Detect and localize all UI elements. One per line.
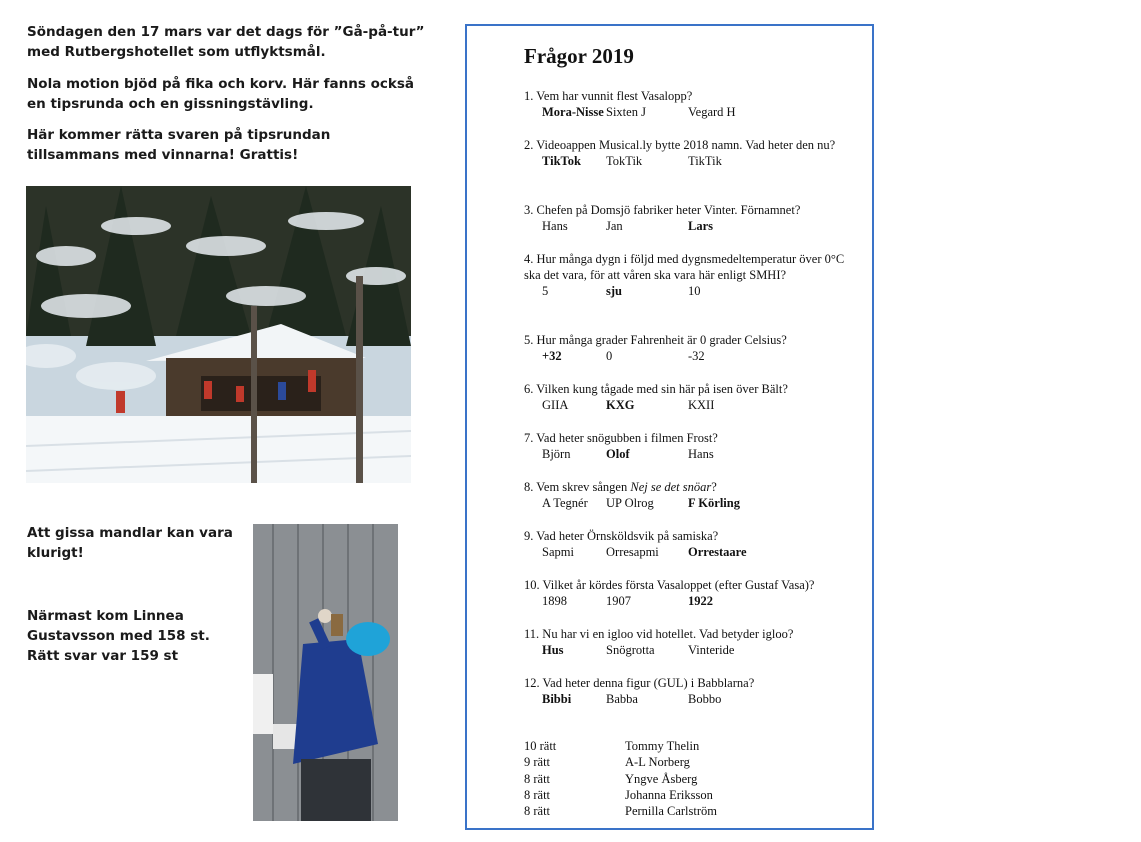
- answer-options: [524, 495, 860, 512]
- winner-score: 10 rätt: [524, 739, 557, 753]
- question-text: 6. Vilken kung tågade med sin här på isen över Bält?: [524, 382, 788, 396]
- answer-option: Bobbo: [688, 692, 722, 706]
- answer-options: [524, 283, 860, 300]
- answer-options: [524, 397, 860, 414]
- answer-option: 0: [606, 349, 613, 363]
- answer-option: KXII: [688, 398, 715, 412]
- question-3: [524, 202, 860, 235]
- answer-option: Vegard H: [688, 105, 736, 119]
- answer-option: 1922: [688, 594, 713, 608]
- winner-name: Tommy Thelin: [625, 739, 700, 753]
- answer-options: [524, 104, 860, 121]
- answer-option: Hus: [542, 643, 564, 657]
- question-text: 2. Videoappen Musical.ly bytte 2018 namn. Vad heter den nu?: [524, 138, 836, 152]
- question-text: 9. Vad heter Örnsköldsvik på samiska?: [524, 529, 719, 543]
- question-11: [524, 626, 860, 659]
- song-title: Nej se det snöar: [630, 480, 712, 494]
- question-text: 4. Hur många dygn i följd med dygnsmedeltemperatur över 0°C ska det vara, för att våren ska vara här enligt SMHI?: [524, 252, 845, 282]
- winner-name: Johanna Eriksson: [625, 787, 713, 802]
- quiz-page: [465, 24, 874, 830]
- winner-name: Yngve Åsberg: [625, 771, 698, 786]
- answer-option: TikTik: [688, 154, 722, 168]
- answer-option: Sapmi: [542, 545, 574, 559]
- question-5: [524, 332, 860, 365]
- answer-options: [524, 593, 860, 610]
- answer-option: Babba: [606, 692, 638, 706]
- answer-option: Orrestaare: [688, 545, 747, 559]
- answer-option: Hans: [542, 219, 568, 233]
- almond-caption: Att gissa mandlar kan vara klurigt!: [27, 525, 233, 561]
- answer-option: Mora-Nisse: [542, 105, 604, 119]
- answer-option: 5: [542, 284, 549, 298]
- answer-option: Olof: [606, 447, 630, 461]
- winner-score: 8 rätt: [524, 787, 551, 802]
- answer-option: Orresapmi: [606, 545, 659, 559]
- question-text: 12. Vad heter denna figur (GUL) i Babblarna?: [524, 676, 755, 690]
- answer-option: 1907: [606, 594, 631, 608]
- question-text: 7. Vad heter snögubben i filmen Frost?: [524, 431, 718, 445]
- winner-name: A-L Norberg: [625, 755, 690, 770]
- answer-options: [524, 218, 860, 235]
- winner-score: 8 rätt: [524, 771, 551, 786]
- answer-option: +32: [542, 349, 562, 363]
- question-text: 11. Nu har vi en igloo vid hotellet. Vad betyder igloo?: [524, 627, 794, 641]
- question-1: [524, 88, 860, 121]
- intro-paragraph-1: Söndagen den 17 mars var det dags för ”Gå-på-tur” med Rutbergshotellet som utflyktsmål.: [27, 24, 425, 60]
- winner-row: [524, 803, 717, 819]
- question-6: [524, 381, 860, 414]
- question-text: 5. Hur många grader Fahrenheit är 0 grader Celsius?: [524, 333, 787, 347]
- question-text: 10. Vilket år kördes första Vasaloppet (efter Gustaf Vasa)?: [524, 578, 815, 592]
- answer-option: Snögrotta: [606, 643, 655, 657]
- answer-option: Vinteride: [688, 643, 735, 657]
- answer-option: F Körling: [688, 496, 740, 510]
- question-8: [524, 479, 860, 512]
- answer-option: TokTik: [606, 154, 643, 168]
- winner-row: [524, 787, 717, 803]
- answer-option: TikTok: [542, 154, 581, 168]
- intro-paragraph-3: Här kommer rätta svaren på tipsrundan tillsammans med vinnarna! Grattis!: [27, 127, 331, 163]
- question-9: [524, 528, 860, 561]
- winner-score: 8 rätt: [524, 804, 551, 819]
- question-2: [524, 137, 860, 170]
- answer-option: 1898: [542, 594, 567, 608]
- answer-option: Bibbi: [542, 692, 572, 706]
- winner-row: [524, 771, 717, 787]
- answer-option: Lars: [688, 219, 713, 233]
- question-4: [524, 251, 860, 300]
- answer-option: A Tegnér: [542, 496, 588, 510]
- winner-score: 9 rätt: [524, 755, 551, 770]
- almond-guessing-photo: [253, 524, 398, 821]
- answer-option: Jan: [606, 219, 623, 233]
- answer-option: Björn: [542, 447, 571, 461]
- winner-row: [524, 738, 717, 754]
- answer-options: [524, 348, 860, 365]
- answer-options: [524, 642, 860, 659]
- answer-option: sju: [606, 284, 622, 298]
- answer-option: Hans: [688, 447, 714, 461]
- answer-options: [524, 544, 860, 561]
- question-text: [524, 479, 860, 495]
- question-7: [524, 430, 860, 463]
- almond-result-caption: Närmast kom Linnea Gustavsson med 158 st. Rätt svar var 159 st: [27, 608, 210, 664]
- answer-options: [524, 446, 860, 463]
- answer-options: [524, 691, 860, 708]
- answer-option: UP Olrog: [606, 496, 654, 510]
- winter-cabin-photo: [26, 186, 411, 483]
- winners-list: [524, 738, 717, 819]
- answer-option: Sixten J: [606, 105, 646, 119]
- question-text-pre: 8. Vem skrev sången: [524, 480, 631, 494]
- question-10: [524, 577, 860, 610]
- question-text: 1. Vem har vunnit flest Vasalopp?: [524, 89, 693, 103]
- winner-row: [524, 754, 717, 770]
- answer-option: GIIA: [542, 398, 569, 412]
- quiz-title: Frågor 2019: [524, 44, 634, 68]
- answer-option: KXG: [606, 398, 635, 412]
- answer-options: [524, 153, 860, 170]
- question-12: [524, 675, 860, 708]
- intro-paragraph-2: Nola motion bjöd på fika och korv. Här fanns också en tipsrunda och en gissningstävling.: [27, 76, 414, 112]
- question-text: 3. Chefen på Domsjö fabriker heter Vinter. Förnamnet?: [524, 203, 801, 217]
- answer-option: 10: [688, 284, 701, 298]
- answer-option: -32: [688, 349, 705, 363]
- winner-name: Pernilla Carlström: [625, 804, 717, 819]
- question-text-post: ?: [711, 480, 717, 494]
